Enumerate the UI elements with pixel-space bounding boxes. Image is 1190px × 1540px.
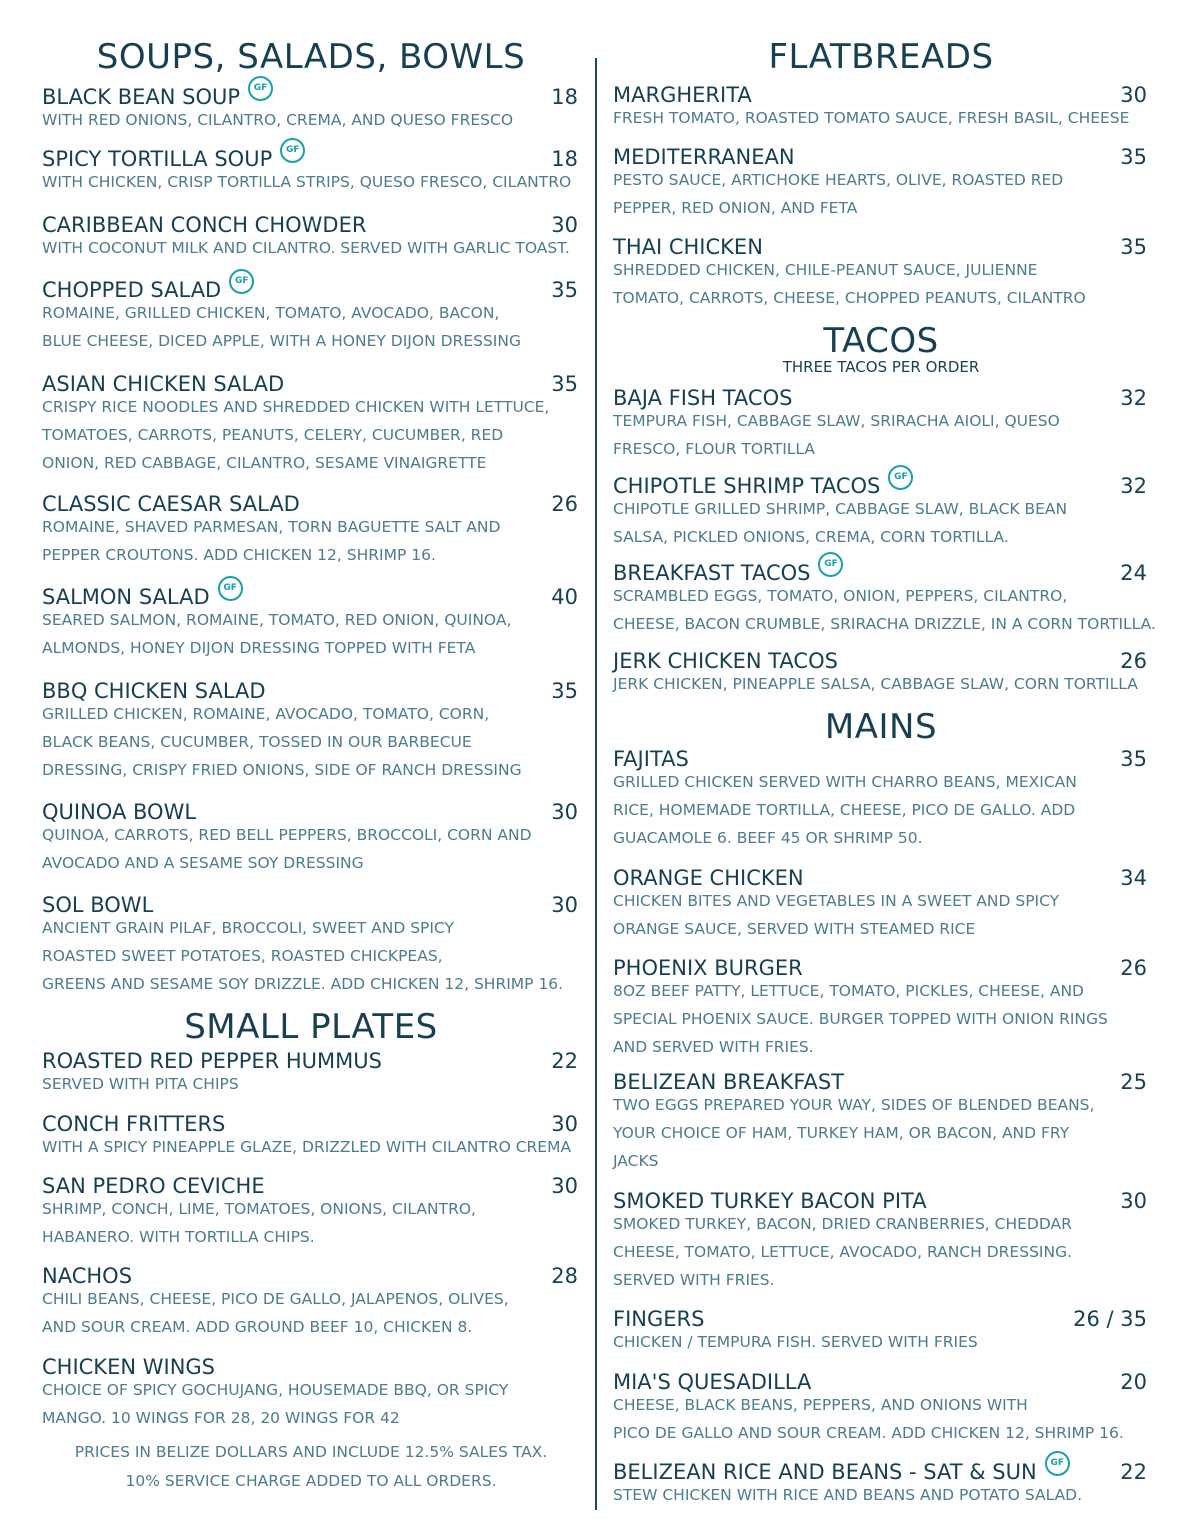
- section-title-soups: SOUPS, SALADS, BOWLS: [96, 37, 526, 77]
- menu-item-price: 28: [551, 1264, 578, 1288]
- menu-item-description: ROMAINE, GRILLED CHICKEN, TOMATO, AVOCADO, BACON,: [42, 304, 500, 322]
- menu-item-name: CONCH FRITTERS: [42, 1112, 226, 1136]
- menu-item-header: [613, 865, 1149, 893]
- menu-item-name: JERK CHICKEN TACOS: [613, 649, 838, 673]
- menu-item-description: MANGO. 10 WINGS FOR 28, 20 WINGS FOR 42: [42, 1409, 400, 1427]
- menu-item-description: BLUE CHEESE, DICED APPLE, WITH A HONEY DIJON DRESSING: [42, 332, 521, 350]
- menu-item-header: [42, 1354, 580, 1382]
- menu-item-name: CHIPOTLE SHRIMP TACOS: [613, 474, 881, 498]
- menu-item-price: 40: [551, 585, 578, 609]
- menu-item-name: QUINOA BOWL: [42, 800, 197, 824]
- menu-item: [613, 385, 1149, 463]
- menu-item-description: CHEESE, BLACK BEANS, PEPPERS, AND ONIONS WITH: [613, 1396, 1028, 1414]
- menu-item-description: PEPPER CROUTONS. ADD CHICKEN 12, SHRIMP 16.: [42, 546, 436, 564]
- menu-item-description: HABANERO. WITH TORTILLA CHIPS.: [42, 1228, 315, 1246]
- footer-note-service: 10% SERVICE CHARGE ADDED TO ALL ORDERS.: [125, 1472, 497, 1490]
- menu-item-description: RICE, HOMEMADE TORTILLA, CHEESE, PICO DE GALLO. ADD: [613, 801, 1076, 819]
- menu-item: [42, 1354, 580, 1432]
- menu-item: [42, 1111, 580, 1161]
- menu-item-header: [613, 560, 1149, 588]
- menu-item: [613, 1069, 1149, 1175]
- menu-item-description: PESTO SAUCE, ARTICHOKE HEARTS, OLIVE, ROASTED RED: [613, 171, 1064, 189]
- menu-item-price: 24: [1120, 561, 1147, 585]
- section-title-mains: MAINS: [824, 707, 938, 747]
- menu-item-price: 35: [551, 679, 578, 703]
- menu-item-description: CHIPOTLE GRILLED SHRIMP, CABBAGE SLAW, BLACK BEAN: [613, 500, 1068, 518]
- menu-item-header: [42, 371, 580, 399]
- menu-item-name: BELIZEAN BREAKFAST: [613, 1070, 845, 1094]
- menu-item-price: 22: [551, 1049, 578, 1073]
- menu-item-header: [613, 1306, 1149, 1334]
- menu-item-price: 26 / 35: [1073, 1307, 1147, 1331]
- menu-item-description: ANCIENT GRAIN PILAF, BROCCOLI, SWEET AND SPICY: [42, 919, 454, 937]
- menu-item-description: SERVED WITH FRIES.: [613, 1271, 775, 1289]
- menu-item-name: CHICKEN WINGS: [42, 1355, 216, 1379]
- menu-item-description: WITH RED ONIONS, CILANTRO, CREMA, AND QUESO FRESCO: [42, 111, 514, 129]
- menu-item-header: [42, 1263, 580, 1291]
- gluten-free-badge: GF: [248, 76, 273, 101]
- menu-item-description: YOUR CHOICE OF HAM, TURKEY HAM, OR BACON, AND FRY: [613, 1124, 1070, 1142]
- menu-item-name: NACHOS: [42, 1264, 133, 1288]
- menu-item-description: CHEESE, TOMATO, LETTUCE, AVOCADO, RANCH DRESSING.: [613, 1243, 1073, 1261]
- menu-item-description: SPECIAL PHOENIX SAUCE. BURGER TOPPED WITH ONION RINGS: [613, 1010, 1108, 1028]
- menu-item-header: [613, 955, 1149, 983]
- gluten-free-badge: GF: [818, 552, 843, 577]
- menu-item-name: SPICY TORTILLA SOUP: [42, 147, 273, 171]
- menu-item-name: BREAKFAST TACOS: [613, 561, 811, 585]
- menu-item-header: [42, 84, 580, 112]
- menu-item-name: ROASTED RED PEPPER HUMMUS: [42, 1049, 382, 1073]
- menu-item-description: CRISPY RICE NOODLES AND SHREDDED CHICKEN WITH LETTUCE,: [42, 398, 550, 416]
- menu-item-name: CLASSIC CAESAR SALAD: [42, 492, 300, 516]
- menu-item: [613, 865, 1149, 943]
- menu-item-header: [42, 1173, 580, 1201]
- menu-item-price: 30: [551, 893, 578, 917]
- menu-item-description: FRESCO, FLOUR TORTILLA: [613, 440, 816, 458]
- menu-item: [613, 144, 1149, 222]
- menu-item: [613, 1306, 1149, 1356]
- menu-item-description: AND SOUR CREAM. ADD GROUND BEEF 10, CHICKEN 8.: [42, 1318, 473, 1336]
- menu-item: [613, 559, 1156, 638]
- menu-item-description: CHICKEN / TEMPURA FISH. SERVED WITH FRIES: [613, 1333, 978, 1351]
- menu-item-price: 26: [551, 492, 578, 516]
- menu-item: [42, 892, 580, 998]
- menu-item-name: PHOENIX BURGER: [613, 956, 803, 980]
- menu-item: [42, 146, 580, 196]
- menu-item-name: ASIAN CHICKEN SALAD: [42, 372, 285, 396]
- menu-item-description: AND SERVED WITH FRIES.: [613, 1038, 814, 1056]
- menu-item-header: [42, 678, 580, 706]
- gluten-free-badge: GF: [1045, 1451, 1070, 1476]
- menu-item-price: 35: [551, 278, 578, 302]
- menu-item-price: 30: [551, 1112, 578, 1136]
- menu-item-header: [613, 746, 1149, 774]
- menu-item-description: AVOCADO AND A SESAME SOY DRESSING: [42, 854, 364, 872]
- menu-item-name: BLACK BEAN SOUP: [42, 85, 241, 109]
- menu-item: [42, 1173, 580, 1251]
- menu-item-header: [42, 146, 580, 174]
- menu-item-description: SCRAMBLED EGGS, TOMATO, ONION, PEPPERS, CILANTRO,: [613, 587, 1068, 605]
- menu-item-description: GRILLED CHICKEN SERVED WITH CHARRO BEANS, MEXICAN: [613, 773, 1077, 791]
- menu-item-header: [613, 385, 1149, 413]
- menu-item-name: BBQ CHICKEN SALAD: [42, 679, 266, 703]
- menu-item-description: CHOICE OF SPICY GOCHUJANG, HOUSEMADE BBQ, OR SPICY: [42, 1381, 509, 1399]
- menu-item-description: PEPPER, RED ONION, AND FETA: [613, 199, 858, 217]
- menu-item: [42, 84, 580, 134]
- menu-item-header: [613, 1188, 1149, 1216]
- menu-item-description: WITH A SPICY PINEAPPLE GLAZE, DRIZZLED WITH CILANTRO CREMA: [42, 1138, 572, 1156]
- menu-item-description: QUINOA, CARROTS, RED BELL PEPPERS, BROCCOLI, CORN AND: [42, 826, 532, 844]
- menu-item-description: CHICKEN BITES AND VEGETABLES IN A SWEET AND SPICY: [613, 892, 1060, 910]
- menu-item: [613, 1369, 1149, 1447]
- menu-item-description: ROASTED SWEET POTATOES, ROASTED CHICKPEAS,: [42, 947, 443, 965]
- menu-item-price: 18: [551, 85, 578, 109]
- menu-item-header: [613, 473, 1149, 501]
- menu-item-price: 35: [1120, 747, 1147, 771]
- menu-item-header: [42, 799, 580, 827]
- gluten-free-badge: GF: [888, 465, 913, 490]
- menu-item-price: 30: [551, 1174, 578, 1198]
- menu-item-description: FRESH TOMATO, ROASTED TOMATO SAUCE, FRESH BASIL, CHEESE: [613, 109, 1130, 127]
- menu-item-description: CHEESE, BACON CRUMBLE, SRIRACHA DRIZZLE, IN A CORN TORTILLA.: [613, 615, 1156, 633]
- menu-item-price: 30: [551, 800, 578, 824]
- menu-item: [613, 955, 1149, 1061]
- menu-item: [42, 1048, 580, 1098]
- menu-item-price: 20: [1120, 1370, 1147, 1394]
- menu-item-price: 26: [1120, 649, 1147, 673]
- menu-item-price: 22: [1120, 1460, 1147, 1484]
- menu-item: [42, 584, 580, 662]
- menu-item-description: WITH CHICKEN, CRISP TORTILLA STRIPS, QUESO FRESCO, CILANTRO: [42, 173, 572, 191]
- menu-item-header: [613, 234, 1149, 262]
- gluten-free-badge: GF: [280, 138, 305, 163]
- menu-item-description: SMOKED TURKEY, BACON, DRIED CRANBERRIES, CHEDDAR: [613, 1215, 1072, 1233]
- menu-item-name: MEDITERRANEAN: [613, 145, 795, 169]
- menu-item-description: STEW CHICKEN WITH RICE AND BEANS AND POTATO SALAD.: [613, 1486, 1083, 1504]
- menu-item: [42, 799, 580, 877]
- menu-item-description: ROMAINE, SHAVED PARMESAN, TORN BAGUETTE SALT AND: [42, 518, 501, 536]
- menu-item: [42, 277, 580, 355]
- menu-item-description: 8OZ BEEF PATTY, LETTUCE, TOMATO, PICKLES, CHEESE, AND: [613, 982, 1084, 1000]
- menu-item-name: BELIZEAN RICE AND BEANS - SAT & SUN: [613, 1460, 1037, 1484]
- menu-item-price: 35: [1120, 235, 1147, 259]
- menu-item-name: CARIBBEAN CONCH CHOWDER: [42, 213, 367, 237]
- menu-item-header: [42, 277, 580, 305]
- menu-item-header: [42, 1111, 580, 1139]
- menu-item-description: SEARED SALMON, ROMAINE, TOMATO, RED ONION, QUINOA,: [42, 611, 512, 629]
- menu-item-header: [613, 648, 1149, 676]
- menu-item-description: ALMONDS, HONEY DIJON DRESSING TOPPED WITH FETA: [42, 639, 476, 657]
- menu-item-description: SHREDDED CHICKEN, CHILE-PEANUT SAUCE, JULIENNE: [613, 261, 1038, 279]
- menu-item-header: [42, 212, 580, 240]
- menu-item-description: GREENS AND SESAME SOY DRIZZLE. ADD CHICKEN 12, SHRIMP 16.: [42, 975, 564, 993]
- section-title-small-plates: SMALL PLATES: [184, 1007, 438, 1047]
- tacos-subtitle: THREE TACOS PER ORDER: [782, 358, 980, 376]
- menu-item-header: [613, 1069, 1149, 1097]
- menu-item: [613, 1459, 1149, 1509]
- menu-item-description: GRILLED CHICKEN, ROMAINE, AVOCADO, TOMATO, CORN,: [42, 705, 490, 723]
- menu-item-name: MARGHERITA: [613, 83, 752, 107]
- menu-item-price: 30: [1120, 83, 1147, 107]
- menu-item-description: SHRIMP, CONCH, LIME, TOMATOES, ONIONS, CILANTRO,: [42, 1200, 476, 1218]
- menu-item: [613, 1188, 1149, 1294]
- menu-item-description: JERK CHICKEN, PINEAPPLE SALSA, CABBAGE SLAW, CORN TORTILLA: [613, 675, 1138, 693]
- menu-item-name: MIA'S QUESADILLA: [613, 1370, 812, 1394]
- menu-item-name: SALMON SALAD: [42, 585, 210, 609]
- menu-item-name: CHOPPED SALAD: [42, 278, 222, 302]
- menu-item-header: [613, 82, 1149, 110]
- menu-item-price: 35: [1120, 145, 1147, 169]
- menu-item-name: BAJA FISH TACOS: [613, 386, 793, 410]
- menu-item: [42, 678, 580, 784]
- menu-item-price: 30: [1120, 1189, 1147, 1213]
- menu-item: [42, 371, 580, 477]
- menu-item-description: GUACAMOLE 6. BEEF 45 OR SHRIMP 50.: [613, 829, 923, 847]
- menu-item-description: TWO EGGS PREPARED YOUR WAY, SIDES OF BLENDED BEANS,: [613, 1096, 1095, 1114]
- gluten-free-badge: GF: [229, 269, 254, 294]
- menu-item-header: [42, 892, 580, 920]
- menu-item-description: BLACK BEANS, CUCUMBER, TOSSED IN OUR BARBECUE: [42, 733, 472, 751]
- menu-item-header: [613, 144, 1149, 172]
- menu-item-header: [42, 491, 580, 519]
- menu-item-price: 35: [551, 372, 578, 396]
- menu-item-description: JACKS: [613, 1152, 659, 1170]
- menu-item-description: SERVED WITH PITA CHIPS: [42, 1075, 239, 1093]
- menu-item-description: TEMPURA FISH, CABBAGE SLAW, SRIRACHA AIOLI, QUESO: [613, 412, 1060, 430]
- menu-item: [613, 648, 1149, 698]
- menu-item: [613, 473, 1149, 551]
- menu-item-price: 32: [1120, 474, 1147, 498]
- menu-item-description: TOMATOES, CARROTS, PEANUTS, CELERY, CUCUMBER, RED: [42, 426, 504, 444]
- menu-item-price: 34: [1120, 866, 1147, 890]
- menu-item-name: SMOKED TURKEY BACON PITA: [613, 1189, 927, 1213]
- gluten-free-badge: GF: [218, 576, 243, 601]
- menu-item: [613, 746, 1149, 852]
- menu-item-name: SOL BOWL: [42, 893, 154, 917]
- menu-item-description: WITH COCONUT MILK AND CILANTRO. SERVED WITH GARLIC TOAST.: [42, 239, 570, 257]
- menu-item-header: [42, 584, 580, 612]
- menu-item-description: PICO DE GALLO AND SOUR CREAM. ADD CHICKEN 12, SHRIMP 16.: [613, 1424, 1124, 1442]
- menu-item-description: DRESSING, CRISPY FRIED ONIONS, SIDE OF RANCH DRESSING: [42, 761, 522, 779]
- menu-item-name: FAJITAS: [613, 747, 689, 771]
- menu-item-description: SALSA, PICKLED ONIONS, CREMA, CORN TORTILLA.: [613, 528, 1009, 546]
- menu-item-name: FINGERS: [613, 1307, 705, 1331]
- menu-item: [42, 212, 580, 262]
- section-title-tacos: TACOS: [823, 321, 939, 361]
- menu-item-description: CHILI BEANS, CHEESE, PICO DE GALLO, JALAPENOS, OLIVES,: [42, 1290, 509, 1308]
- menu-item: [613, 82, 1149, 132]
- menu-item: [42, 491, 580, 569]
- footer-note-tax: PRICES IN BELIZE DOLLARS AND INCLUDE 12.5% SALES TAX.: [74, 1443, 548, 1461]
- column-divider: [595, 58, 597, 1510]
- menu-item-price: 25: [1120, 1070, 1147, 1094]
- menu-item-name: SAN PEDRO CEVICHE: [42, 1174, 265, 1198]
- menu-item-name: ORANGE CHICKEN: [613, 866, 804, 890]
- menu-item-price: 26: [1120, 956, 1147, 980]
- menu-item-header: [613, 1459, 1149, 1487]
- menu-item-description: ORANGE SAUCE, SERVED WITH STEAMED RICE: [613, 920, 976, 938]
- menu-item-price: 32: [1120, 386, 1147, 410]
- menu-item-price: 18: [551, 147, 578, 171]
- menu-item: [42, 1263, 580, 1341]
- menu-item-header: [42, 1048, 580, 1076]
- menu-item-description: ONION, RED CABBAGE, CILANTRO, SESAME VINAIGRETTE: [42, 454, 487, 472]
- section-title-flatbreads: FLATBREADS: [768, 37, 994, 77]
- menu-item-header: [613, 1369, 1149, 1397]
- menu-item-price: 30: [551, 213, 578, 237]
- menu-item-description: TOMATO, CARROTS, CHEESE, CHOPPED PEANUTS, CILANTRO: [613, 289, 1086, 307]
- menu-item: [613, 234, 1149, 312]
- menu-item-name: THAI CHICKEN: [613, 235, 763, 259]
